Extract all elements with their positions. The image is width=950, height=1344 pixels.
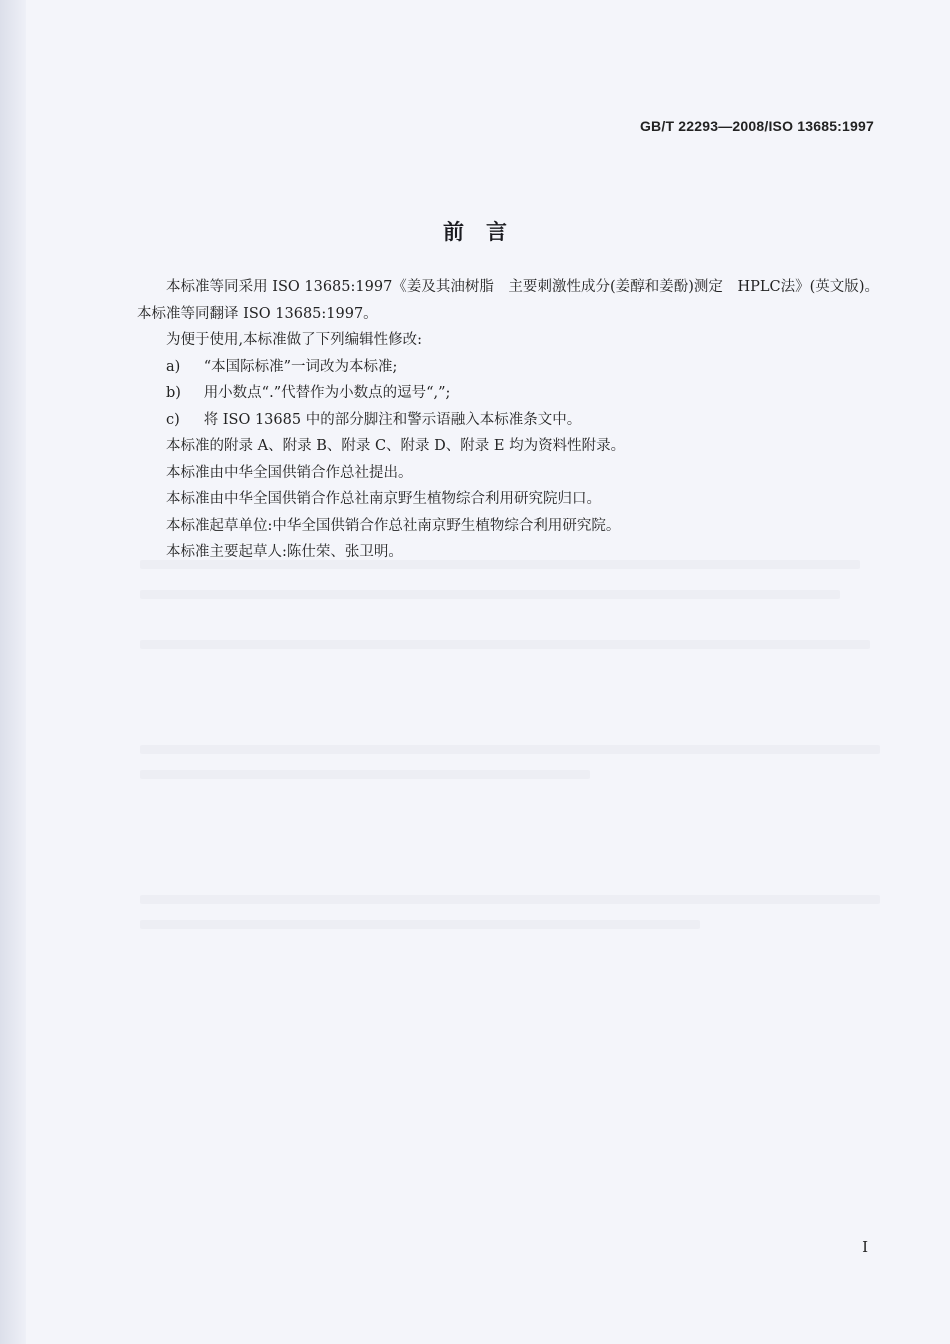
show-through-line (140, 770, 590, 779)
list-item-label: a) (166, 358, 181, 375)
list-item (137, 407, 879, 434)
page-edge-shadow (0, 0, 26, 1344)
show-through-line (140, 590, 840, 599)
list-item-label: b) (166, 385, 181, 401)
list-item-text: 将 ISO 13685 中的部分脚注和警示语融入本标准条文中。 (203, 411, 582, 428)
show-through-line (140, 640, 870, 649)
paragraph-drafters: 本标准主要起草人:陈仕荣、张卫明。 (166, 544, 403, 560)
paragraph-centralized: 本标准由中华全国供销合作总社南京野生植物综合利用研究院归口。 (166, 491, 601, 507)
list-item-text: 用小数点“.”代替作为小数点的逗号“,”; (203, 385, 451, 401)
show-through-line (140, 920, 700, 929)
paragraph-proposer: 本标准由中华全国供销合作总社提出。 (166, 464, 413, 481)
list-item-label: c) (166, 411, 180, 428)
document-body (137, 274, 879, 566)
paragraph-adoption: 本标准等同采用 ISO 13685:1997《姜及其油树脂 主要刺激性成分(姜醇和姜酚)测定 HPLC法》(英文版)。本标准等同翻译 ISO 13685:1997。 (137, 279, 879, 322)
paragraph-drafting-unit: 本标准起草单位:中华全国供销合作总社南京野生植物综合利用研究院。 (166, 517, 621, 534)
standard-code: GB/T 22293—2008/ISO 13685:1997 (639, 118, 874, 134)
show-through-line (140, 895, 880, 904)
page-title: 前言 (443, 220, 529, 245)
list-item (137, 380, 879, 407)
list-item-text: “本国际标准”一词改为本标准; (203, 358, 398, 375)
list-item (137, 354, 879, 381)
show-through-line (140, 745, 880, 754)
page-number: I (862, 1238, 868, 1256)
paragraph-edits-intro: 为便于使用,本标准做了下列编辑性修改: (166, 332, 422, 348)
paragraph-appendices: 本标准的附录 A、附录 B、附录 C、附录 D、附录 E 均为资料性附录。 (166, 438, 626, 454)
